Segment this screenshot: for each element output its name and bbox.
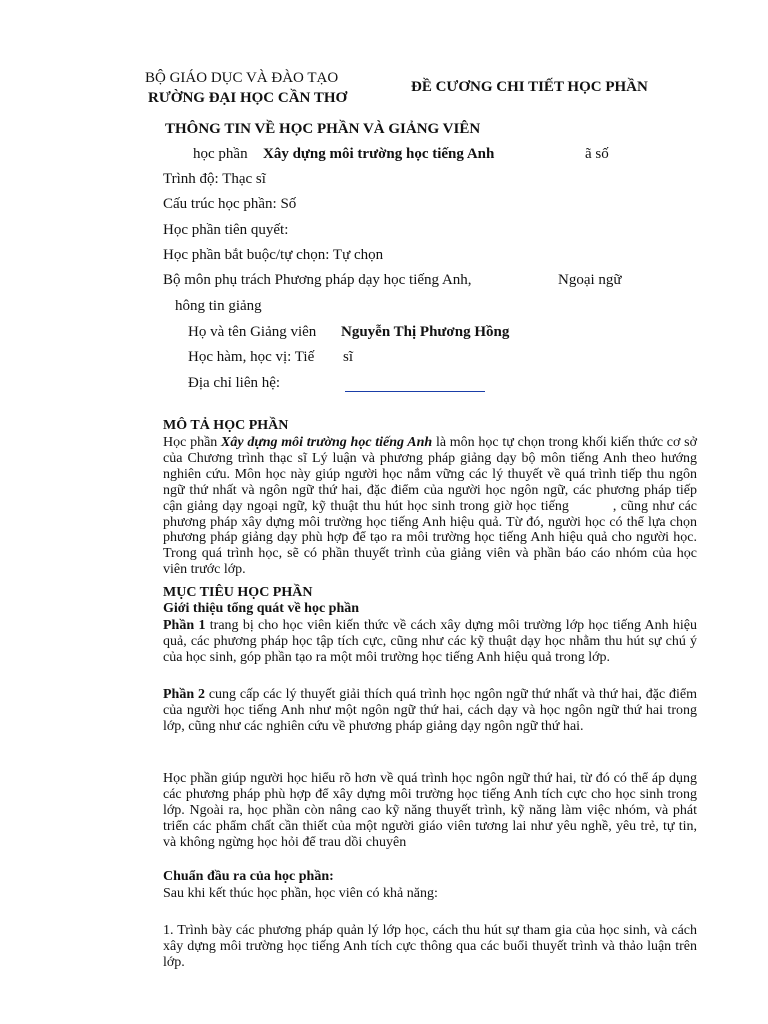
course-type-line: Học phần bắt buộc/tự chọn: Tự chọn bbox=[163, 247, 384, 263]
faculty-name: Ngoại ngữ bbox=[558, 272, 622, 288]
objectives-title: MỤC TIÊU HỌC PHẦN bbox=[163, 585, 313, 600]
contact-link-underline[interactable] bbox=[345, 391, 485, 392]
description-course-name: Xây dựng môi trường học tiếng Anh bbox=[221, 435, 433, 450]
course-code-label: ã số bbox=[585, 146, 609, 162]
description-title: MÔ TẢ HỌC PHẦN bbox=[163, 418, 289, 433]
department-line: Bộ môn phụ trách Phương pháp dạy học tiếng Anh, bbox=[163, 272, 472, 288]
part2-label: Phần 2 bbox=[163, 687, 205, 702]
objectives-paragraph: Học phần giúp người học hiểu rõ hơn về quá trình học ngôn ngữ thứ hai, từ đó có thể áp dụng các phương pháp phù hợp để xây dựng môi trường học tiếng Anh tích cực cho học sinh trong lớp. Ngoài ra, học phần còn nâng cao kỹ năng thuyết trình, kỹ năng làm việc nhóm, và phát triển các phẩm chất cần thiết của một người giáo viên tương lai như yêu nghề, yêu trẻ, tự tin, và không ngừng học hỏi để trau dồi chuyên bbox=[163, 771, 697, 850]
level-line: Trình độ: Thạc sĩ bbox=[163, 171, 266, 187]
description-paragraph: Học phần Xây dựng môi trường học tiếng Anh là môn học tự chọn trong khối kiến thức cơ sở của Chương trình thạc sĩ Lý luận và phương pháp giảng dạy bộ môn tiếng Anh theo hướng nghiên cứu. Môn học này giúp người học nắm vững các lý thuyết về quá trình tiếp thu ngôn ngữ thứ nhất và ngôn ngữ thứ hai, đặc điểm của người học ngôn ngữ, các phương pháp tiếp cận giảng dạy ngoại ngữ, kỹ thuật thu hút học sinh trong giờ học tiếng , cũng như các phương pháp xây dựng môi trường học tiếng Anh hiệu quả. Từ đó, người học có thể lựa chọn phương pháp giảng dạy phù hợp để tạo ra môi trường học tiếng Anh hiệu quả cho người học. Trong quá trình học, sẽ có phần thuyết trình của giảng viên và phần báo cáo nhóm của học viên trước lớp. bbox=[163, 435, 697, 578]
outcome-item-1: 1. Trình bày các phương pháp quản lý lớp học, cách thu hút sự tham gia của học sinh, và cách xây dựng môi trường học tiếng Anh tích cực thông qua các buổi thuyết trình và thảo luận trên lớp. bbox=[163, 923, 697, 970]
objectives-subtitle: Giới thiệu tổng quát về học phần bbox=[163, 601, 360, 616]
course-name: Xây dựng môi trường học tiếng Anh bbox=[263, 146, 495, 162]
outcomes-intro: Sau khi kết thúc học phần, học viên có khả năng: bbox=[163, 886, 438, 901]
part1-label: Phần 1 bbox=[163, 618, 206, 633]
lecturer-section-title: hông tin giảng bbox=[175, 298, 262, 314]
document-title: ĐỀ CƯƠNG CHI TIẾT HỌC PHẦN bbox=[411, 79, 648, 95]
lecturer-label: Họ và tên Giảng viên bbox=[188, 324, 317, 340]
prerequisite-line: Học phần tiên quyết: bbox=[163, 222, 289, 238]
university-name: RƯỜNG ĐẠI HỌC CẦN THƠ bbox=[148, 90, 348, 106]
outcomes-title: Chuẩn đầu ra của học phần: bbox=[163, 869, 334, 884]
course-label: học phần bbox=[193, 146, 248, 162]
objectives-part2: Phần 2 cung cấp các lý thuyết giải thích quá trình học ngôn ngữ thứ nhất và thứ hai, đặc điểm của người học tiếng Anh như một ngôn ngữ thứ hai, cách dạy và học ngôn ngữ thứ hai trong lớp, cũng như các nghiên cứu về phương pháp giảng dạy ngôn ngữ thứ hai. bbox=[163, 687, 698, 734]
degree-suffix: sĩ bbox=[343, 349, 354, 365]
ministry-name: BỘ GIÁO DỤC VÀ ĐÀO TẠO bbox=[145, 70, 339, 86]
lecturer-name: Nguyễn Thị Phương Hồng bbox=[341, 324, 510, 340]
contact-label: Địa chỉ liên hệ: bbox=[188, 375, 281, 391]
objectives-part1: Phần 1 trang bị cho học viên kiến thức về cách xây dựng môi trường lớp học tiếng Anh hiệu quả, các phương pháp học tập tích cực, cũng như các kỹ thuật dạy học nhằm thu hút sự chú ý của học sinh, góp phần tạo ra một môi trường học tiếng Anh hiệu quả trong lớp. bbox=[163, 618, 698, 665]
degree-label: Học hàm, học vị: Tiế bbox=[188, 349, 315, 365]
structure-line: Cấu trúc học phần: Số bbox=[163, 196, 297, 212]
info-section-title: THÔNG TIN VỀ HỌC PHẦN VÀ GIẢNG VIÊN bbox=[165, 121, 481, 137]
